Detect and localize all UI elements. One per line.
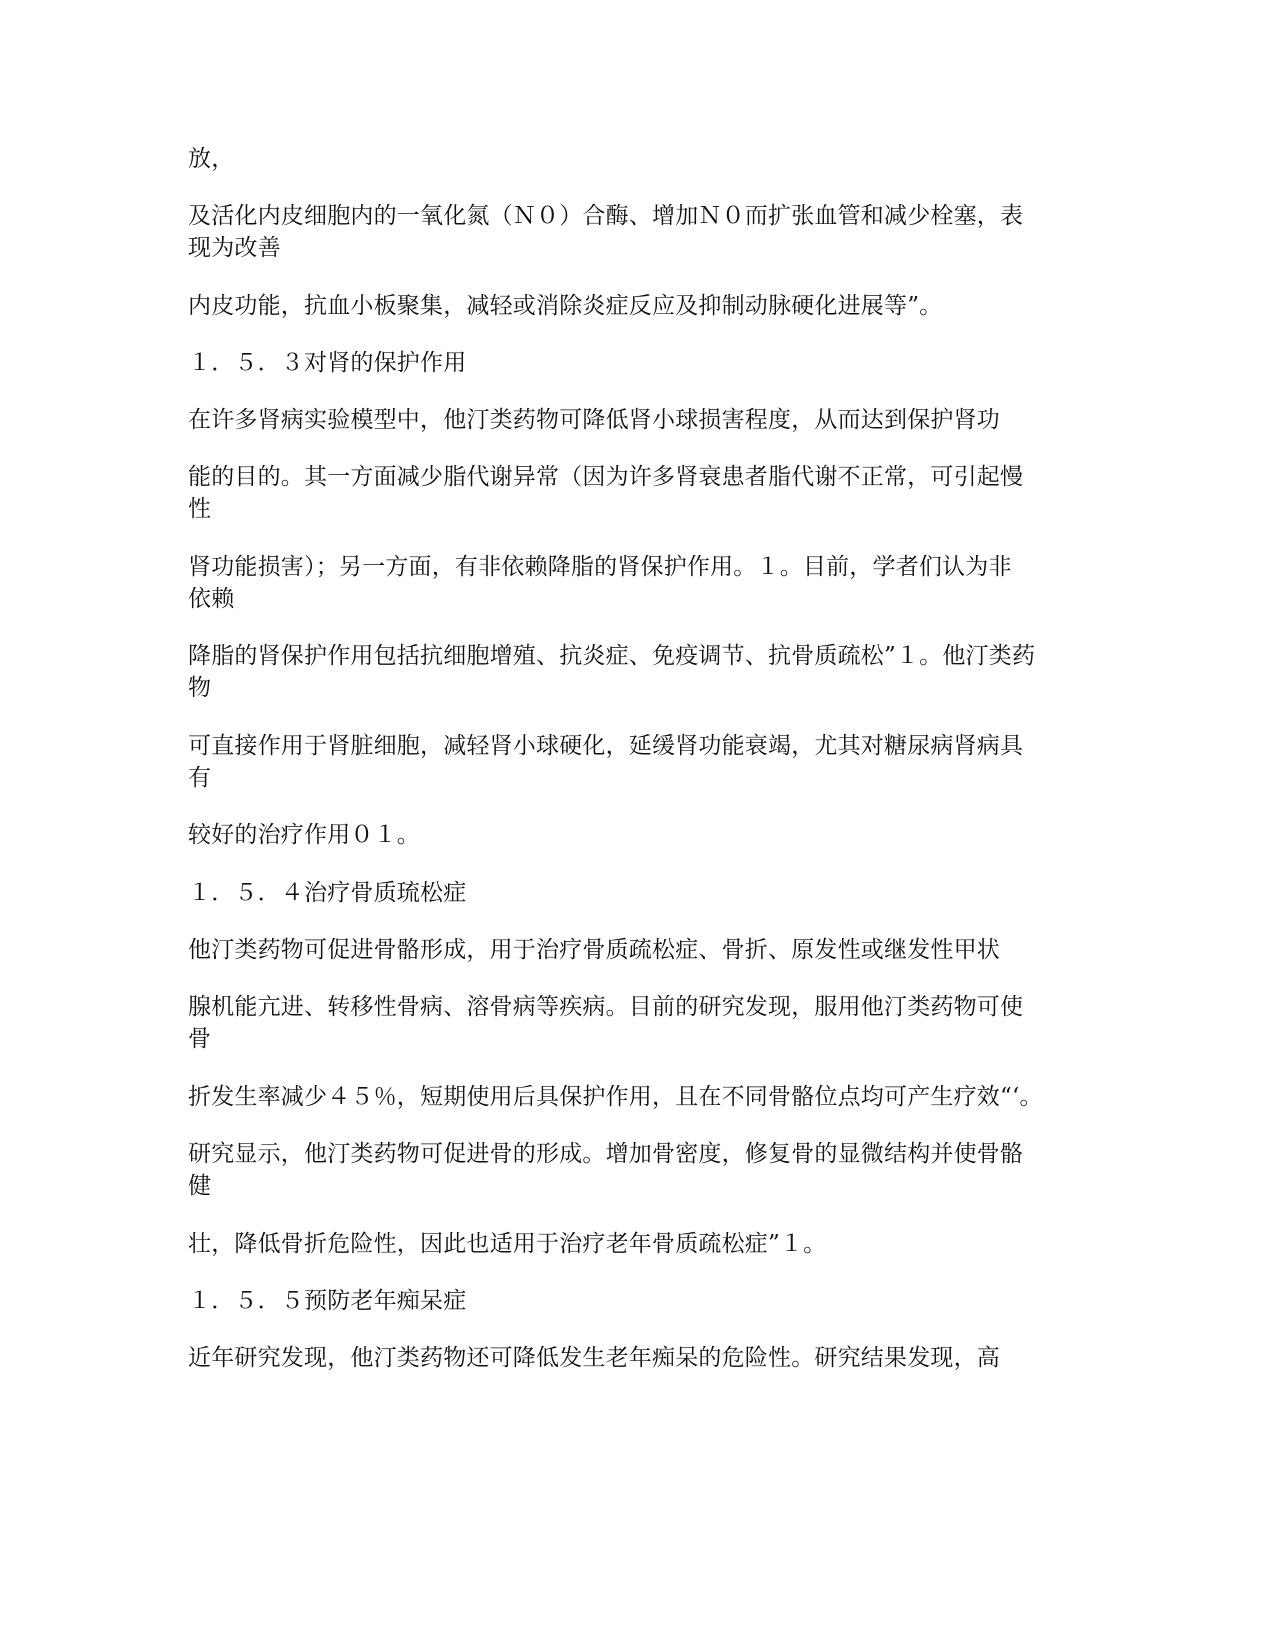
text-line: 可直接作用于肾脏细胞，减轻肾小球硬化，延缓肾功能衰竭，尤其对糖尿病肾病具	[188, 733, 1024, 759]
text-line: 依赖	[188, 586, 235, 612]
text-line: 近年研究发现，他汀类药物还可降低发生老年痴呆的危险性。研究结果发现，高	[188, 1345, 1000, 1371]
text-line: 降脂的肾保护作用包括抗细胞增殖、抗炎症、免疫调节、抗骨质疏松”１。他汀类药	[188, 643, 1036, 669]
text-line: 他汀类药物可促进骨骼形成，用于治疗骨质疏松症、骨折、原发性或继发性甲状	[188, 937, 1000, 963]
text-line: 腺机能亢进、转移性骨病、溶骨病等疾病。目前的研究发现，服用他汀类药物可使	[188, 994, 1024, 1020]
section-heading: １．５．３对肾的保护作用	[188, 350, 467, 376]
text-line: 放，	[188, 146, 235, 172]
text-line: 研究显示，他汀类药物可促进骨的形成。增加骨密度，修复骨的显微结构并使骨骼	[188, 1141, 1024, 1167]
section-heading: １．５．４治疗骨质琉松症	[188, 880, 467, 906]
text-line: 壮，降低骨折危险性，因此也适用于治疗老年骨质疏松症”１。	[188, 1231, 827, 1257]
text-line: 肾功能损害）；另一方面，有非依赖降脂的肾保护作用。１。目前，学者们认为非	[188, 554, 1012, 580]
text-line: 性	[188, 496, 212, 522]
text-line: 内皮功能，抗血小板聚集，减轻或消除炎症反应及抑制动脉硬化进展等”。	[188, 293, 943, 319]
text-line: 有	[188, 765, 212, 791]
section-heading: １．５．５预防老年痴呆症	[188, 1288, 467, 1314]
text-line: 及活化内皮细胞内的一氧化氮（Ｎ０）合酶、增加Ｎ０而扩张血管和减少栓塞，表	[188, 203, 1024, 229]
text-line: 能的目的。其一方面减少脂代谢异常（因为许多肾衰患者脂代谢不正常，可引起慢	[188, 464, 1024, 490]
text-line: 较好的治疗作用０１。	[188, 822, 420, 848]
text-line: 物	[188, 675, 212, 701]
text-line: 在许多肾病实验模型中，他汀类药物可降低肾小球损害程度，从而达到保护肾功	[188, 407, 1000, 433]
text-line: 骨	[188, 1026, 212, 1052]
text-line: 现为改善	[188, 235, 281, 261]
text-line: 健	[188, 1173, 212, 1199]
text-line: 折发生率减少４５％，短期使用后具保护作用，且在不同骨骼位点均可产生疗效“‘。	[188, 1084, 1043, 1110]
